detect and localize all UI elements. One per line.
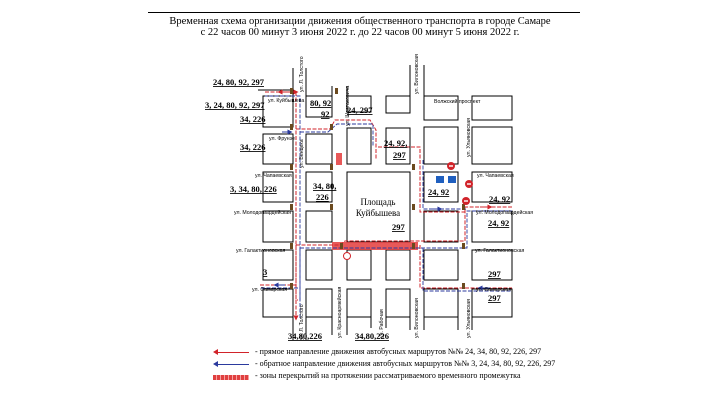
traffic-light-icon (290, 164, 293, 170)
city-block (347, 289, 371, 317)
route-label: 34,80,226 (288, 331, 322, 341)
street-samarskaya-west: ул. Самарская (252, 287, 288, 293)
no-turn-sign-icon (344, 253, 351, 260)
traffic-light-icon (462, 243, 465, 249)
street-vilonovskaya-top: ул. Вилоновская (414, 54, 420, 94)
traffic-light-icon (290, 243, 293, 249)
city-block (386, 96, 410, 113)
traffic-light-icon (462, 204, 465, 210)
city-block (472, 127, 512, 164)
street-samarskaya-east: ул. Самарская (476, 287, 512, 293)
city-block (386, 289, 410, 317)
city-block (347, 128, 371, 164)
closure-zone (336, 153, 342, 165)
closure-zone-swatch (213, 375, 249, 380)
city-block (424, 250, 458, 280)
legend-closed-text: - зоны перекрытий на протяжении рассматриваемого временного промежутка (255, 371, 521, 380)
city-block (306, 211, 332, 242)
backward-arrow-icon (213, 360, 249, 368)
traffic-light-icon (462, 283, 465, 289)
traffic-light-icon (330, 124, 333, 130)
city-block (306, 134, 332, 164)
route-label: 92 (321, 109, 330, 119)
legend-backward-text: - обратное направление движения автобусных маршрутов №№ 3, 24, 34, 80, 92, 226, 297 (255, 359, 556, 368)
route-label: 24, 92 (489, 194, 511, 204)
lane-direction-sign-icon (448, 176, 456, 183)
traffic-light-icon (335, 88, 338, 94)
traffic-light-icon (340, 243, 343, 249)
route-label: 34, 226 (240, 114, 266, 124)
traffic-light-icon (290, 88, 293, 94)
street-volzhsky: Волжский проспект (434, 99, 481, 105)
street-ulyanovskaya-bottom: ул. Ульяновская (466, 299, 472, 338)
street-tolstogo-top: ул. Л. Толстого (299, 56, 305, 92)
street-galaktionovskaya-east: ул. Галактионовская (475, 248, 525, 254)
city-block (424, 127, 458, 164)
route-label: 297 (488, 293, 501, 303)
route-label: 80, 92 (310, 98, 332, 108)
route-label: 297 (393, 150, 406, 160)
street-molodogvardeyskaya-east: ул. Молодогвардейская (476, 210, 534, 216)
street-tolstogo-bottom: ул. Л. Толстого (299, 304, 305, 340)
street-vilonovskaya-bottom: ул. Вилоновская (414, 298, 420, 338)
street-molodogvardeyskaya-west: ул. Молодогвардейская (234, 210, 292, 216)
city-block (424, 289, 458, 317)
traffic-light-icon (412, 243, 415, 249)
legend-forward (213, 347, 541, 357)
route-label: 24, 80, 92, 297 (213, 77, 264, 87)
route-label: 3, 24, 80, 92, 297 (205, 100, 265, 110)
square-name-line2: Куйбышева (355, 208, 401, 218)
street-venceka: ул. Венцека (299, 139, 305, 168)
route-label: 297 (392, 222, 405, 232)
route-label: 226 (316, 192, 329, 202)
city-block (306, 250, 332, 280)
square-name-line1: Площадь (360, 197, 396, 207)
legend-backward (213, 359, 555, 369)
lane-direction-sign-icon (436, 176, 444, 183)
traffic-light-icon (412, 204, 415, 210)
route-label: 34,80,226 (355, 331, 389, 341)
traffic-light-icon (290, 283, 293, 289)
city-block (263, 250, 293, 280)
city-block (386, 250, 410, 280)
traffic-light-icon (412, 164, 415, 170)
traffic-light-icon (330, 204, 333, 210)
map-title-line2: с 22 часов 00 минут 3 июня 2022 г. до 22 часов 00 минут 5 июня 2022 г. (200, 27, 520, 38)
route-label: 24, 92 (488, 218, 510, 228)
route-label: 34, 80, (313, 181, 337, 191)
street-ulyanovskaya-top: ул. Ульяновская (466, 118, 472, 157)
street-shostakovicha: ул. Шостаковича (345, 85, 351, 126)
route-label: 297 (488, 269, 501, 279)
street-krasnoarmeyskaya: ул. Красноармейская (337, 286, 343, 338)
closure-zone (332, 242, 418, 250)
street-frunze: ул. Фрунзе (269, 136, 295, 142)
city-block (306, 289, 332, 317)
route-label: 34, 226 (240, 142, 266, 152)
street-galaktionovskaya-west: ул. Галактионовская (236, 248, 286, 254)
city-block (263, 289, 293, 317)
forward-arrow-icon (213, 348, 249, 356)
legend-forward-text: - прямое направление движения автобусных маршрутов №№ 24, 34, 80, 92, 226, 297 (255, 347, 542, 356)
street-rabochaya: ул. Рабочая (379, 309, 385, 338)
route-label: 3 (263, 267, 268, 277)
traffic-light-icon (290, 124, 293, 130)
legend-closed (213, 371, 521, 381)
square-label (356, 197, 400, 218)
traffic-light-icon (330, 164, 333, 170)
street-chapaevskaya-east: ул. Чапаевская (477, 173, 514, 179)
route-label: 24, 92, (384, 138, 408, 148)
city-block (424, 211, 458, 242)
route-label: 3, 34, 80, 226 (230, 184, 277, 194)
street-chapaevskaya: ул. Чапаевская (255, 173, 292, 179)
route-label: 24, 92 (428, 187, 450, 197)
map-title-line1: Временная схема организации движения общественного транспорта в городе Самаре (169, 16, 551, 27)
street-kuibysheva: ул. Куйбышева (268, 98, 305, 104)
route-label: 24, 297 (347, 105, 373, 115)
